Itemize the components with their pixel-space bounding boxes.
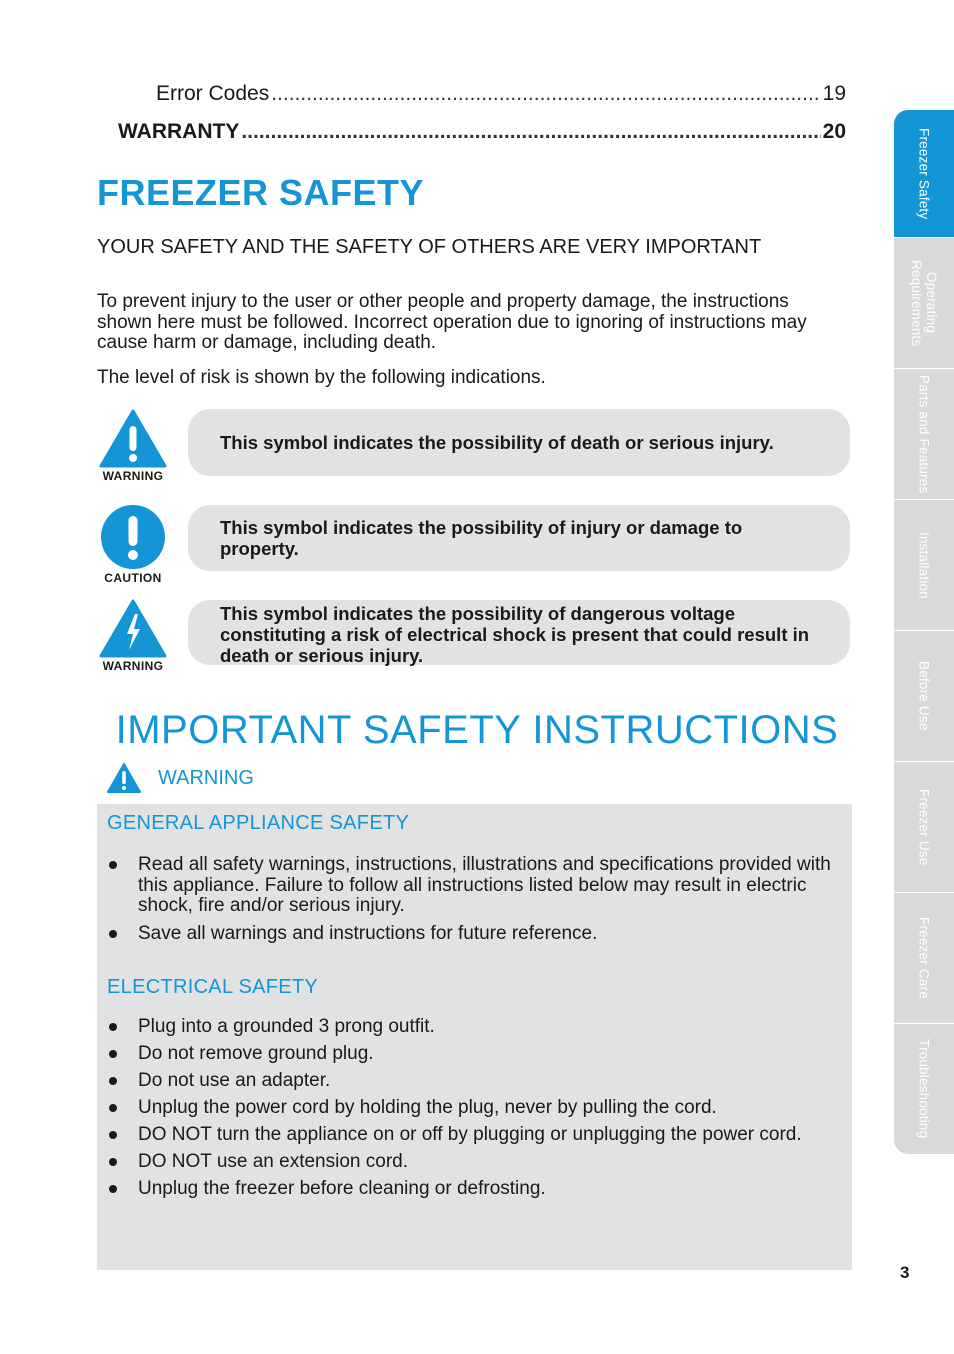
side-tab-label: Parts and Features	[916, 374, 932, 494]
warning-heading	[106, 762, 254, 794]
electric-shock-triangle-icon	[98, 598, 168, 658]
warning-triangle-icon	[98, 408, 168, 468]
toc-label: WARRANTY	[118, 120, 240, 143]
symbol-label: WARNING	[102, 659, 164, 673]
symbol-description: This symbol indicates the possibility of dangerous voltage constituting a risk of electrical shock is present that could result in death or serious injury.	[220, 603, 810, 666]
list-item: Unplug the power cord by holding the plug, never by pulling the cord.	[107, 1098, 842, 1119]
symbol-description: This symbol indicates the possibility of death or serious injury.	[220, 432, 774, 453]
risk-level-paragraph: The level of risk is shown by the following indications.	[97, 367, 546, 388]
side-nav-tabs	[894, 110, 954, 1154]
toc-label: Error Codes	[156, 82, 270, 105]
symbol-label: WARNING	[102, 469, 164, 483]
warning-triangle-icon	[106, 762, 142, 794]
section-title-freezer-safety: FREEZER SAFETY	[97, 172, 425, 213]
side-tab-label: Troubleshooting	[916, 1039, 932, 1139]
warning-heading-label: WARNING	[158, 766, 254, 789]
toc-entry-error-codes[interactable]	[156, 82, 846, 106]
symbol-description: This symbol indicates the possibility of injury or damage to property.	[220, 517, 743, 559]
side-tab-label: Operating Requirements	[909, 259, 939, 347]
toc-page: 19	[822, 82, 846, 105]
electrical-safety-list	[107, 1017, 842, 1206]
safety-subtitle: YOUR SAFETY AND THE SAFETY OF OTHERS ARE VERY IMPORTANT	[97, 236, 762, 258]
list-item: Plug into a grounded 3 prong outfit.	[107, 1017, 842, 1038]
caution-circle-icon	[99, 504, 167, 570]
side-tab-label: Freezer Safety	[916, 127, 932, 220]
section-title-important-safety: IMPORTANT SAFETY INSTRUCTIONS	[115, 708, 839, 752]
symbol-caution	[96, 504, 170, 585]
symbol-warning	[96, 408, 170, 483]
symbol-description-box	[188, 505, 850, 571]
side-tab-freezer-use[interactable]	[894, 762, 954, 893]
side-tab-freezer-safety[interactable]	[894, 110, 954, 238]
list-item: Unplug the freezer before cleaning or defrosting.	[107, 1179, 842, 1200]
toc-leader-dots	[271, 82, 820, 106]
toc-entry-warranty[interactable]	[118, 120, 846, 144]
safety-intro-paragraph: To prevent injury to the user or other people and property damage, the instructions shown here must be followed. Incorrect operation due to ignoring of instructions may cause harm or damage, including death.	[97, 291, 807, 353]
page-number: 3	[900, 1263, 910, 1282]
subsection-title-general-appliance-safety: GENERAL APPLIANCE SAFETY	[107, 812, 410, 834]
toc-page: 20	[822, 120, 846, 143]
side-tab-before-use[interactable]	[894, 631, 954, 762]
list-item: Do not remove ground plug.	[107, 1044, 842, 1065]
list-item: Read all safety warnings, instructions, illustrations and specifications provided with this appliance. Failure to follow all instructions listed below may result in electric shock, fire and/or serious injury.	[107, 855, 842, 917]
toc-leader-dots	[241, 120, 820, 144]
symbol-label: CAUTION	[104, 571, 162, 585]
general-safety-list	[107, 855, 842, 951]
list-item: Do not use an adapter.	[107, 1071, 842, 1092]
symbol-electric-warning	[96, 598, 170, 673]
symbol-description-box	[188, 600, 850, 665]
side-tab-label: Freezer Use	[916, 788, 932, 866]
symbol-description-box	[188, 409, 850, 476]
subsection-title-electrical-safety: ELECTRICAL SAFETY	[107, 976, 319, 998]
side-tab-troubleshooting[interactable]	[894, 1024, 954, 1154]
safety-instructions-panel	[97, 804, 852, 1270]
side-tab-label: Freezer Care	[916, 917, 932, 999]
side-tab-label: Installation	[916, 531, 932, 599]
list-item: DO NOT turn the appliance on or off by plugging or unplugging the power cord.	[107, 1125, 842, 1146]
side-tab-operating-requirements[interactable]	[894, 238, 954, 369]
side-tab-installation[interactable]	[894, 500, 954, 631]
side-tab-parts-and-features[interactable]	[894, 369, 954, 500]
list-item: DO NOT use an extension cord.	[107, 1152, 842, 1173]
side-tab-label: Before Use	[916, 661, 932, 731]
side-tab-freezer-care[interactable]	[894, 893, 954, 1024]
list-item: Save all warnings and instructions for future reference.	[107, 924, 842, 945]
